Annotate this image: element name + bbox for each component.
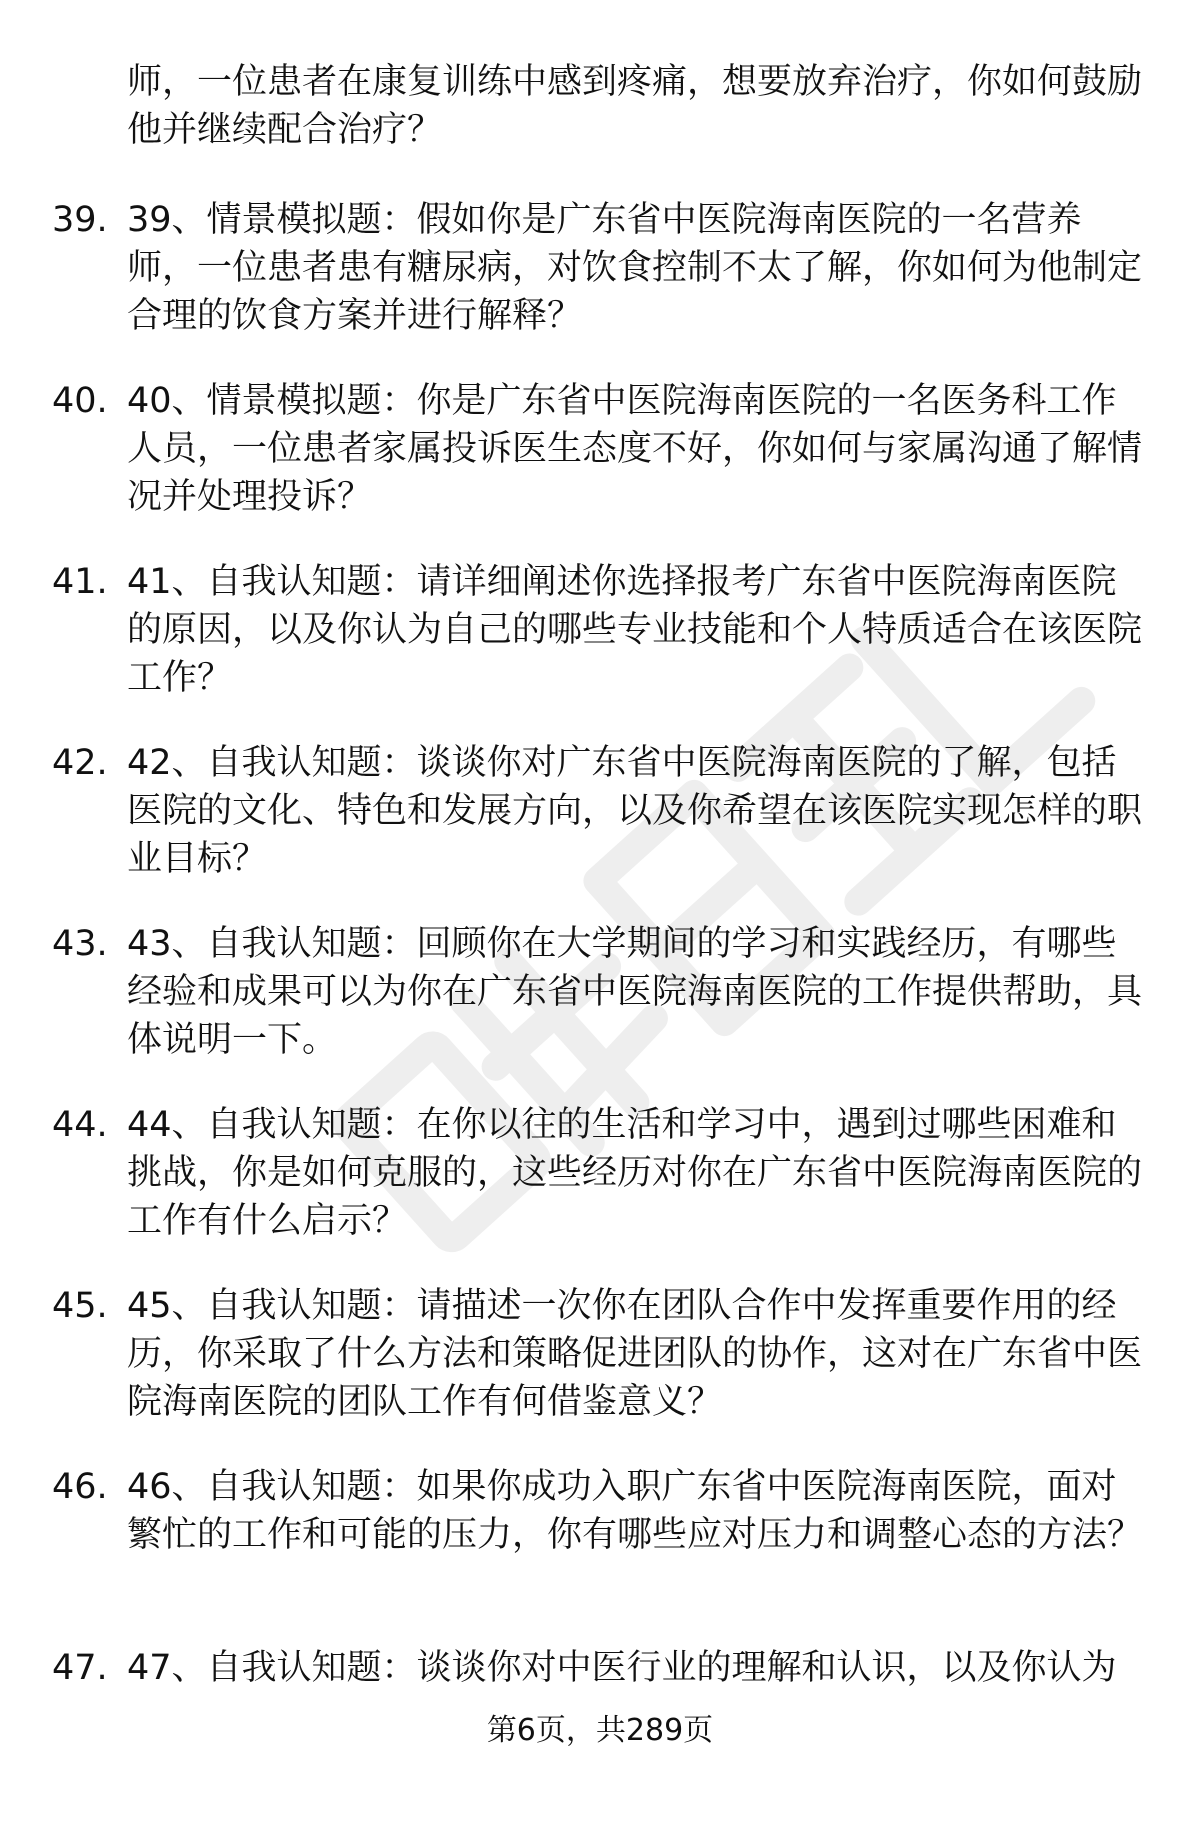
question-number: 42. xyxy=(52,743,108,783)
question-text: 45、自我认知题：请描述一次你在团队合作中发挥重要作用的经历，你采取了什么方法和策略促进团队的协作，这对在广东省中医院海南医院的团队工作有何借鉴意义？ xyxy=(127,1286,1143,1422)
list-item xyxy=(0,739,1200,920)
question-number: 40. xyxy=(52,381,108,421)
question-number: 47. xyxy=(52,1648,108,1688)
question-text: 42、自我认知题：谈谈你对广东省中医院海南医院的了解，包括医院的文化、特色和发展方向，以及你希望在该医院实现怎样的职业目标？ xyxy=(127,743,1143,879)
question-number: 39. xyxy=(52,200,108,240)
list-item xyxy=(0,377,1200,558)
question-number: 46. xyxy=(52,1467,108,1507)
page-footer: 第6页，共289页 xyxy=(486,1713,714,1748)
question-text: 44、自我认知题：在你以往的生活和学习中，遇到过哪些困难和挑战，你是如何克服的，这些经历对你在广东省中医院海南医院的工作有什么启示？ xyxy=(127,1105,1143,1241)
list-item xyxy=(0,920,1200,1101)
question-number: 41. xyxy=(52,562,108,602)
question-text: 41、自我认知题：请详细阐述你选择报考广东省中医院海南医院的原因，以及你认为自己的哪些专业技能和个人特质适合在该医院工作？ xyxy=(127,562,1143,698)
list-item xyxy=(0,1101,1200,1282)
continuation-text: 师，一位患者在康复训练中感到疼痛，想要放弃治疗，你如何鼓励他并继续配合治疗？ xyxy=(127,62,1143,150)
question-number: 43. xyxy=(52,924,108,964)
question-text: 46、自我认知题：如果你成功入职广东省中医院海南医院，面对繁忙的工作和可能的压力，你有哪些应对压力和调整心态的方法？ xyxy=(127,1467,1143,1555)
question-number: 45. xyxy=(52,1286,108,1326)
question-text: 43、自我认知题：回顾你在大学期间的学习和实践经历，有哪些经验和成果可以为你在广东省中医院海南医院的工作提供帮助，具体说明一下。 xyxy=(127,924,1143,1060)
list-item xyxy=(0,1282,1200,1463)
question-text: 39、情景模拟题：假如你是广东省中医院海南医院的一名营养师，一位患者患有糖尿病，对饮食控制不太了解，你如何为他制定合理的饮食方案并进行解释？ xyxy=(127,200,1143,336)
list-item xyxy=(0,196,1200,377)
question-text: 40、情景模拟题：你是广东省中医院海南医院的一名医务科工作人员，一位患者家属投诉医生态度不好，你如何与家属沟通了解情况并处理投诉？ xyxy=(127,381,1143,517)
question-text: 47、自我认知题：谈谈你对中医行业的理解和认识，以及你认为 xyxy=(127,1648,1117,1688)
list-item xyxy=(0,558,1200,739)
question-list xyxy=(0,196,1200,1825)
list-item xyxy=(0,1463,1200,1644)
question-number: 44. xyxy=(52,1105,108,1145)
